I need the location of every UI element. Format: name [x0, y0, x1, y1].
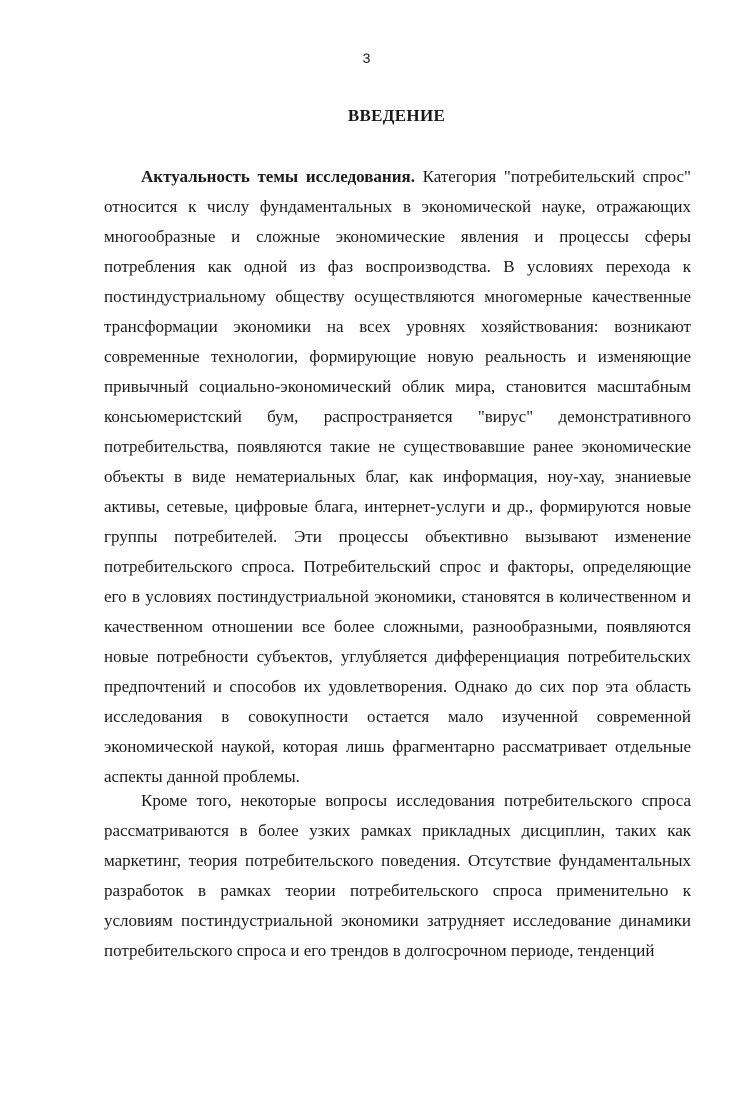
paragraph-text: Категория "потребительский спрос" относится к числу фундаментальных в экономической науке, отражающих многообразные и сложные экономические явления и процессы сферы потребления как одной из фаз воспроизводства. В условиях перехода к постиндустриальному обществу осуществляются многомерные качественные трансформации экономики на всех уровнях хозяйствования: возникают современные технологии, формирующие новую реальность и изменяющие привычный социально-экономический облик мира, становится масштабным консьюмеристский бум, распространяется "вирус" демонстративного потребительства, появляются такие не существовавшие ранее экономические объекты в виде нематериальных благ, как информация, ноу-хау, знаниевые активы, сетевые, цифровые блага, интернет-услуги и др., формируются новые группы потребителей. Эти процессы объективно вызывают изменение потребительского спроса. Потребительский спрос и факторы, определяющие его в условиях постиндустриальной экономики, становятся в количественном и качественном отношении все более сложными, разнообразными, появляются новые потребности субъектов, углубляется дифференциация потребительских предпочтений и способов их удовлетворения. Однако до сих пор эта область исследования в совокупности остается мало изученной современной экономической наукой, которая лишь фрагментарно рассматривает отдельные аспекты данной проблемы.	[104, 167, 691, 786]
paragraph	[104, 786, 691, 966]
paragraph-block	[104, 162, 691, 792]
paragraph-lead: Актуальность темы исследования.	[141, 167, 415, 186]
paragraph-block	[104, 786, 691, 966]
paragraph-text: Кроме того, некоторые вопросы исследования потребительского спроса рассматриваются в более узких рамках прикладных дисциплин, таких как маркетинг, теория потребительского поведения. Отсутствие фундаментальных разработок в рамках теории потребительского спроса применительно к условиям постиндустриальной экономики затрудняет исследование динамики потребительского спроса и его трендов в долгосрочном периоде, тенденций	[104, 791, 691, 960]
page-title: ВВЕДЕНИЕ	[347, 106, 446, 125]
paragraph	[104, 162, 691, 792]
page-number: 3	[362, 50, 371, 66]
